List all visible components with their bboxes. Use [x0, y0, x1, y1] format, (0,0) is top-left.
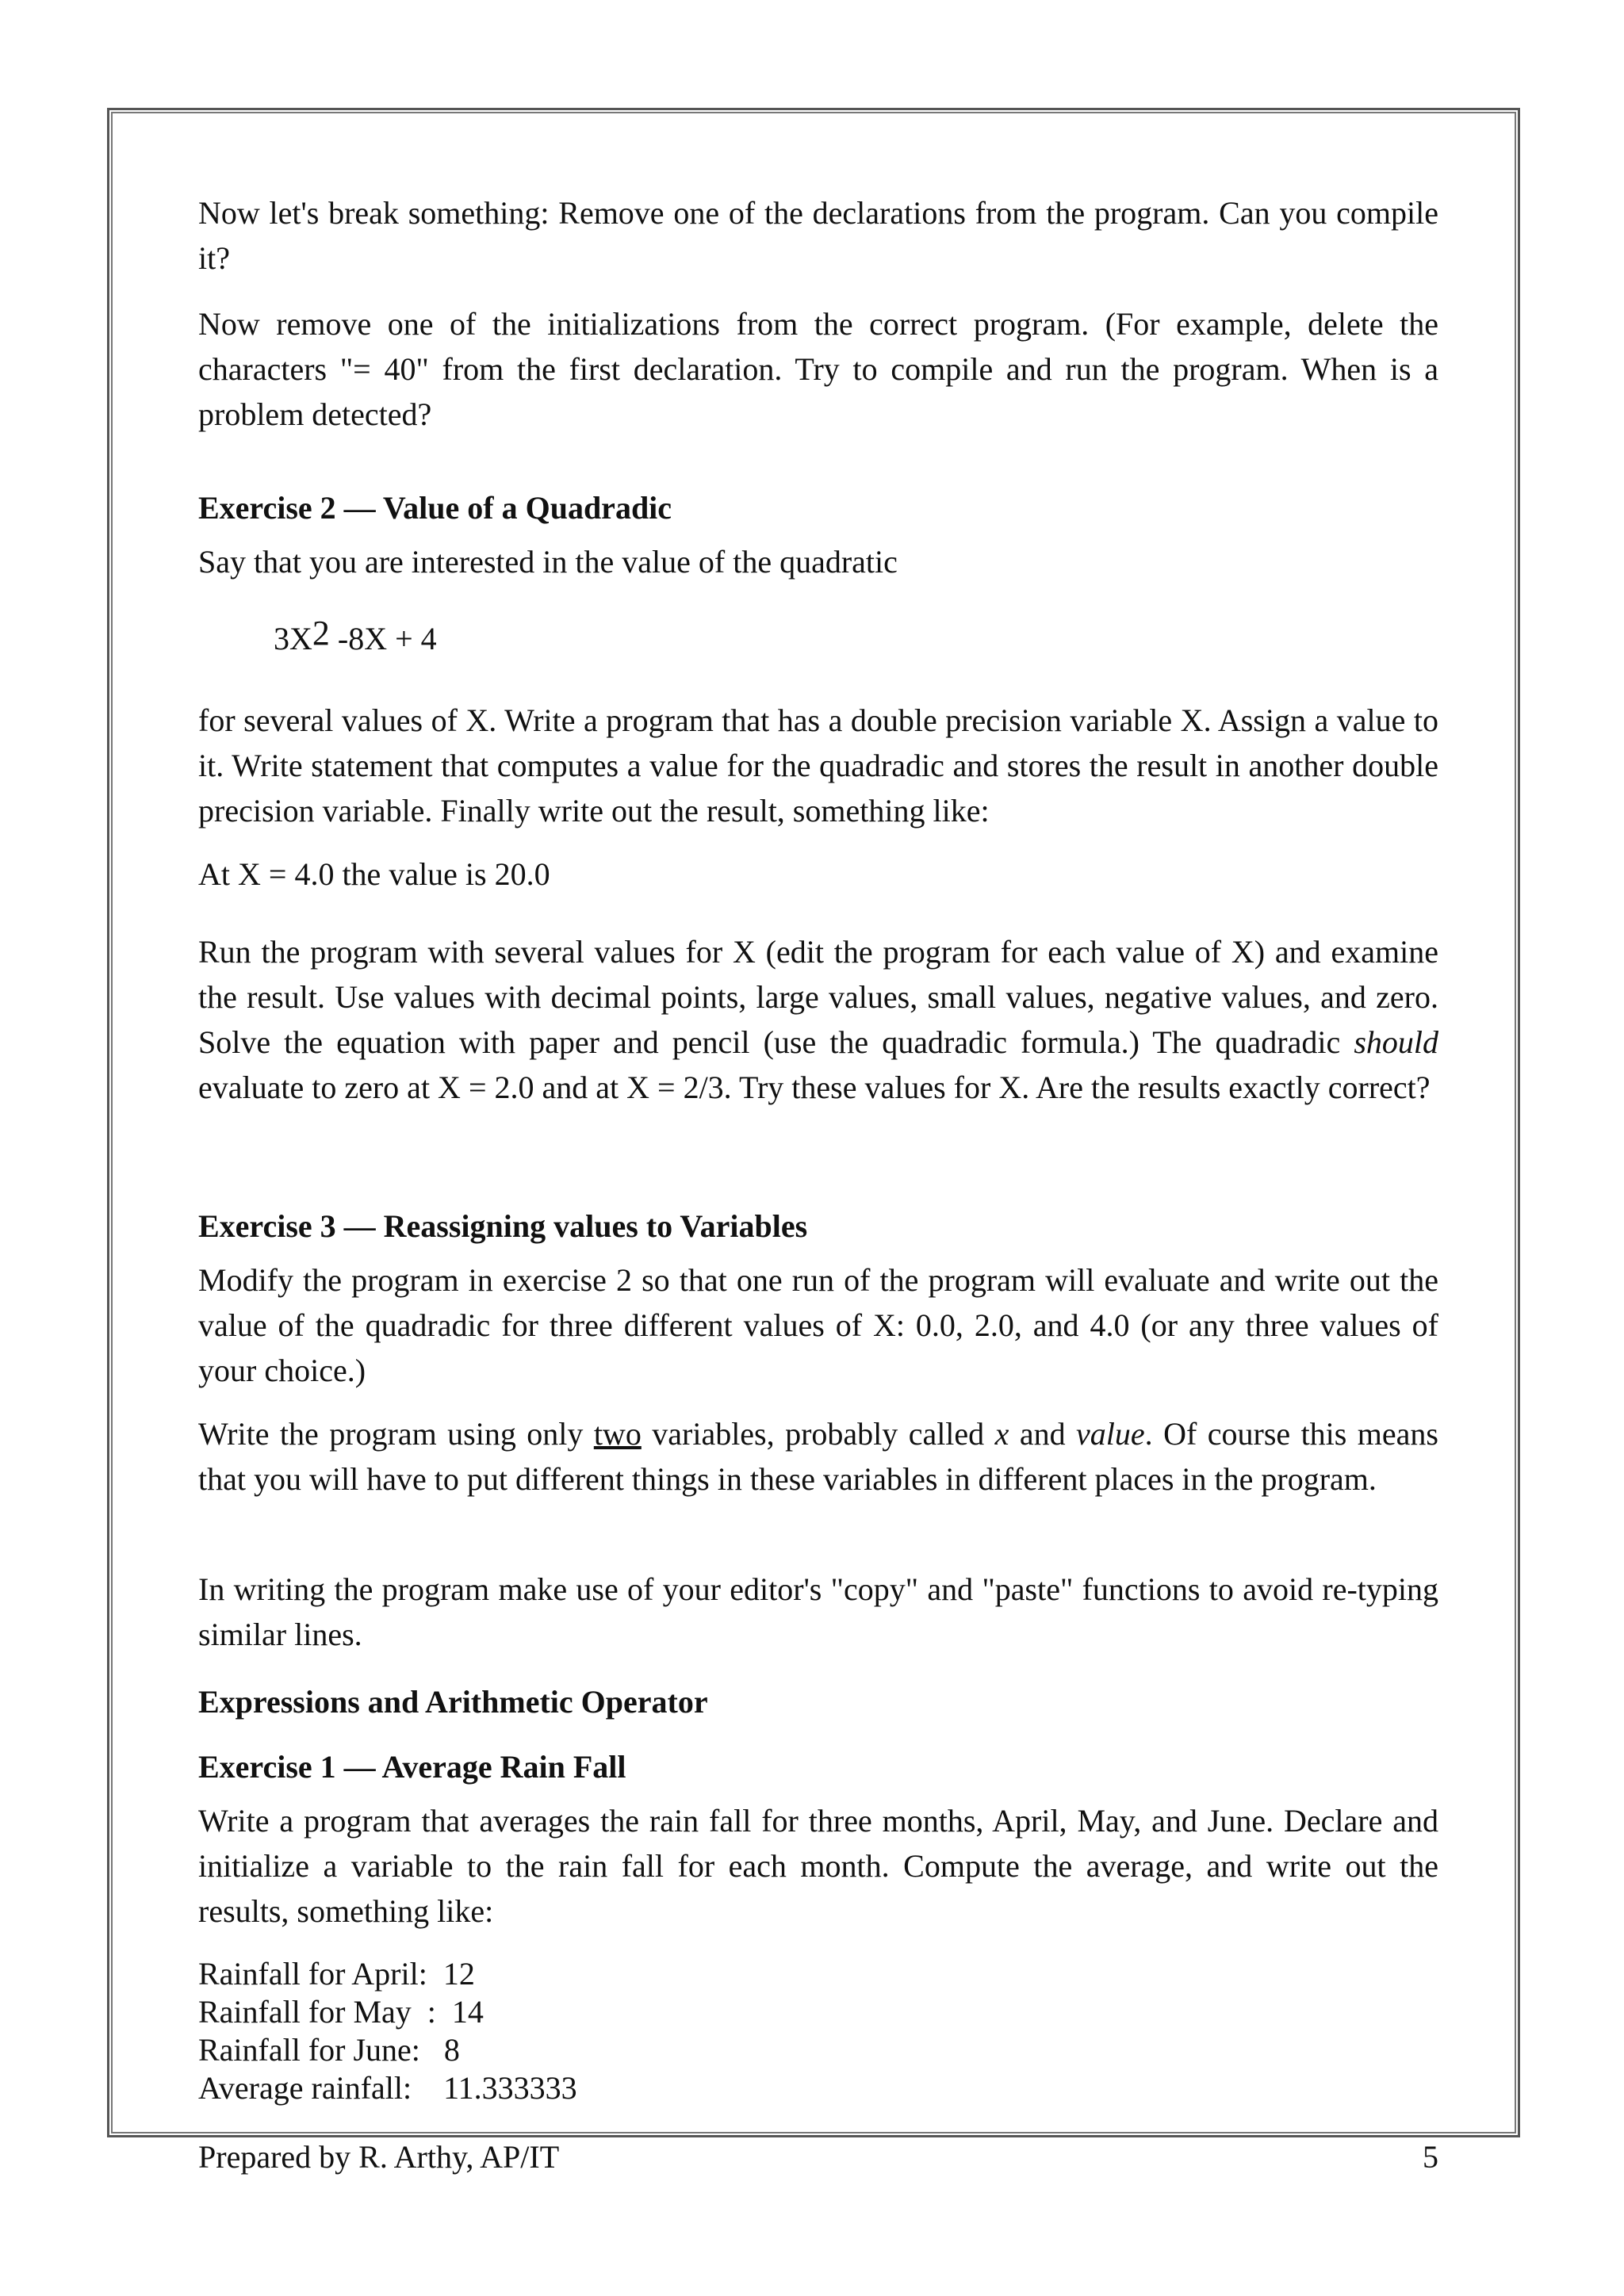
exercise-1-heading: Exercise 1 — Average Rain Fall — [198, 1749, 626, 1785]
rainfall-row: Rainfall for May : 14 — [198, 1994, 484, 2030]
exercise-1-paragraph: Write a program that averages the rain fall for three months, April, May, and June. Declare and initialize a variable to the rain fall for each month. Compute the average, and write out the results, something like: — [198, 1803, 1438, 1929]
exercise-2-paragraph: for several values of X. Write a program that has a double precision variable X. Assign a value to it. Write statement that computes a value for the quadradic and stores the result in another double precision variable. Finally write out the result, something like: — [198, 702, 1438, 828]
exercise-2-run-paragraph: Run the program with several values for X (edit the program for each value of X) and examine the result. Use values with decimal points, large values, small values, negative values, and zero. Solve the equation with paper and pencil (use the quadradic formula.) The quadradic should evaluate to zero at X = 2.0 and at X = 2/3. Try these values for X. Are the results exactly correct? — [198, 934, 1438, 1105]
section-heading: Expressions and Arithmetic Operator — [198, 1684, 708, 1720]
exercise-2-sample-output: At X = 4.0 the value is 20.0 — [198, 856, 550, 892]
exercise-3-paragraph-1: Modify the program in exercise 2 so that one run of the program will evaluate and write out the value of the quadradic for three different values of X: 0.0, 2.0, and 4.0 (or any three values of your choice.) — [198, 1262, 1438, 1388]
page-footer — [198, 2134, 1438, 2179]
exercise-3-paragraph-3: In writing the program make use of your editor's "copy" and "paste" functions to avoid re-typing similar lines. — [198, 1571, 1438, 1652]
paragraph-break-declaration: Now let's break something: Remove one of the declarations from the program. Can you compile it? — [198, 195, 1438, 276]
quadratic-formula: $3X^2$ -8X + 4 — [274, 614, 437, 656]
page-number: 5 — [1423, 2139, 1438, 2175]
exercise-2-heading: Exercise 2 — Value of a Quadradic — [198, 490, 672, 526]
exercise-2-intro: Say that you are interested in the value of the quadratic — [198, 544, 898, 580]
exercise-3-heading: Exercise 3 — Reassigning values to Variables — [198, 1208, 808, 1244]
footer-author: Prepared by R. Arthy, AP/IT — [198, 2139, 560, 2175]
rainfall-sample-output — [198, 1955, 1438, 2107]
exercise-3-paragraph-2: Write the program using only two variables, probably called x and value. Of course this means that you will have to put different things in these variables in different places in the program. — [198, 1416, 1438, 1497]
rainfall-row: Average rainfall: 11.333333 — [198, 2070, 577, 2106]
rainfall-row: Rainfall for April: 12 — [198, 1956, 475, 1992]
paragraph-remove-initialization: Now remove one of the initializations from the correct program. (For example, delete the characters "= 40" from the first declaration. Try to compile and run the program. When is a problem detected? — [198, 306, 1438, 432]
rainfall-row: Rainfall for June: 8 — [198, 2032, 460, 2068]
